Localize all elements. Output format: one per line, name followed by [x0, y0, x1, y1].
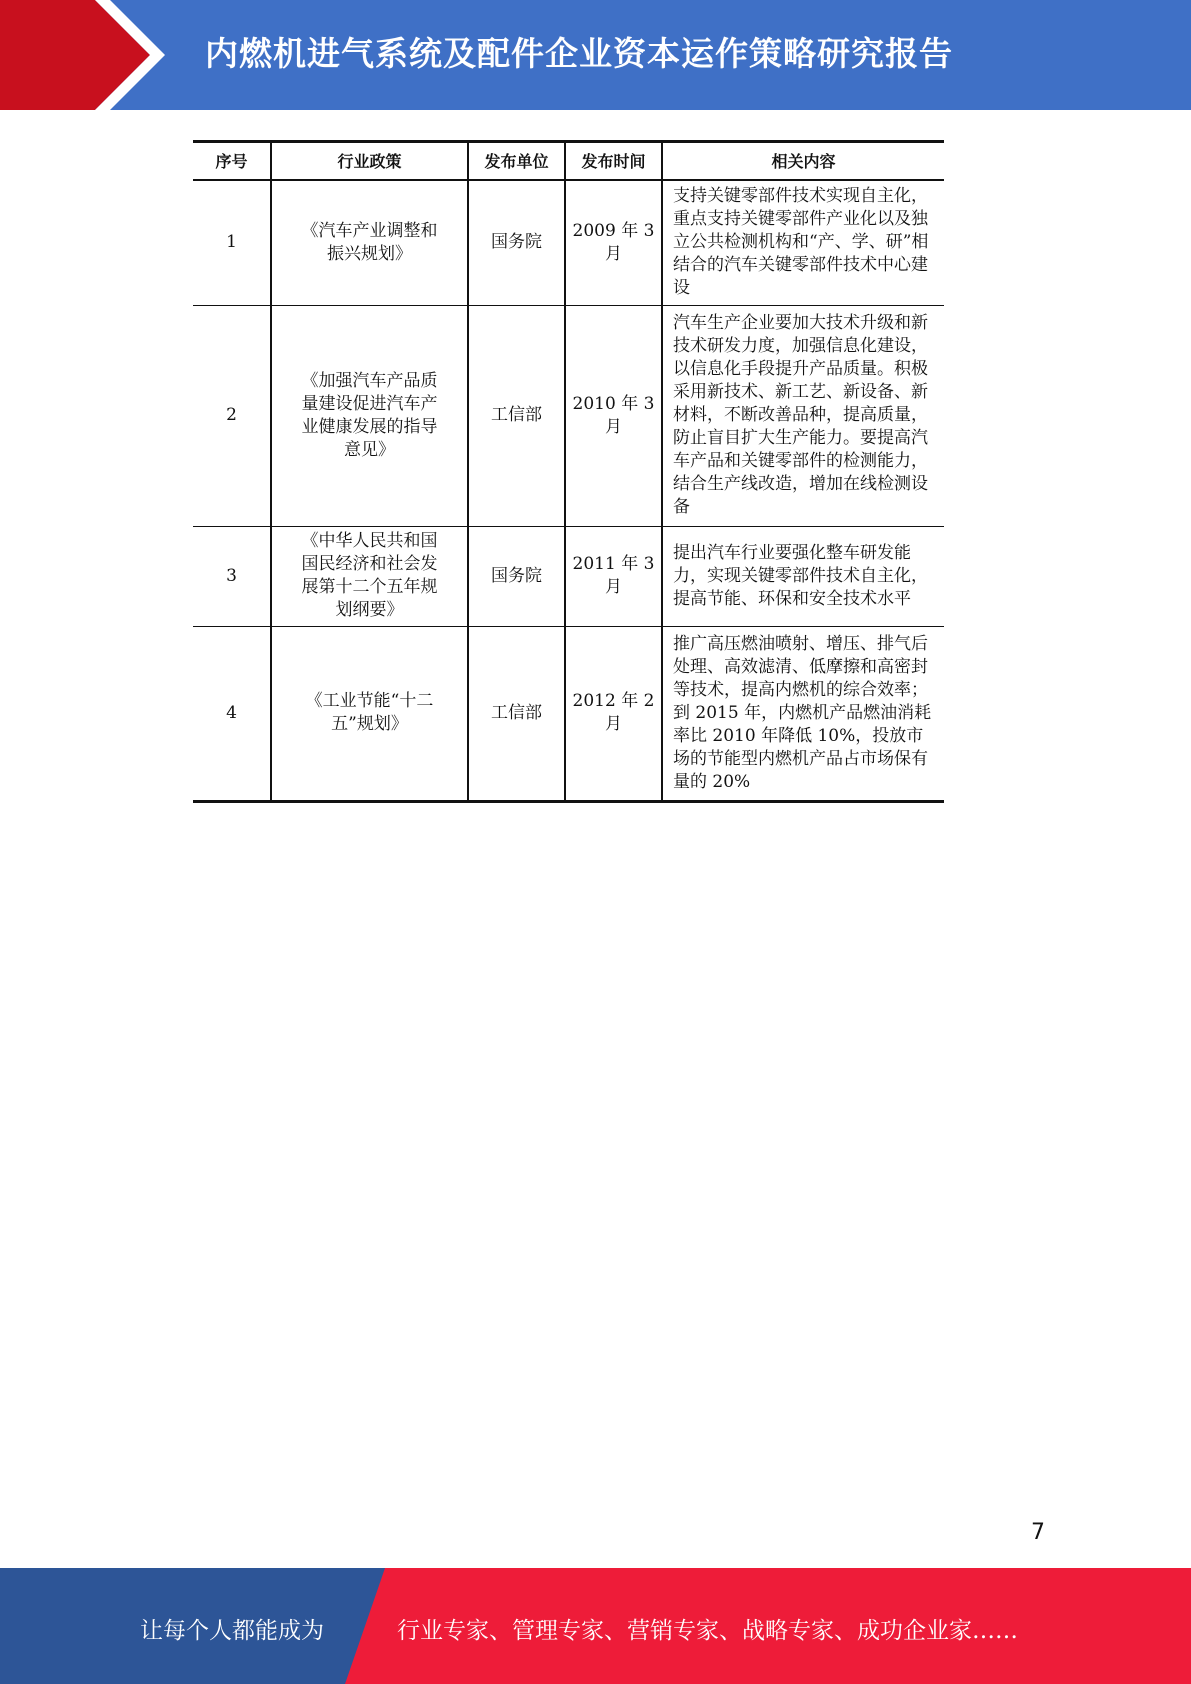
page-number: 7 [1031, 1520, 1045, 1545]
row-number: 2 [193, 305, 271, 526]
report-title: 内燃机进气系统及配件企业资本运作策略研究报告 [205, 34, 953, 73]
row-date: 2012 年 2 月 [565, 626, 662, 801]
row-unit: 国务院 [468, 526, 565, 626]
row-number: 1 [193, 180, 271, 305]
header-no: 序号 [193, 142, 271, 181]
page-header [0, 0, 1191, 110]
page-footer [0, 1568, 1191, 1684]
policy-table [193, 140, 944, 803]
row-content: 汽车生产企业要加大技术升级和新技术研发力度，加强信息化建设，以信息化手段提升产品质量。积极采用新技术、新工艺、新设备、新材料，不断改善品种，提高质量，防止盲目扩大生产能力。要提高汽车产品和关键零部件的检测能力，结合生产线改造，增加在线检测设备 [662, 305, 944, 526]
row-number: 4 [193, 626, 271, 801]
row-policy: 《汽车产业调整和振兴规划》 [271, 180, 468, 305]
row-number: 3 [193, 526, 271, 626]
row-content: 提出汽车行业要强化整车研发能力，实现关键零部件技术自主化，提高节能、环保和安全技术水平 [662, 526, 944, 626]
footer-slogan-right: 行业专家、管理专家、营销专家、战略专家、成功企业家…… [397, 1618, 1018, 1644]
table-header-row [193, 142, 944, 181]
table-row [193, 626, 944, 801]
row-date: 2011 年 3 月 [565, 526, 662, 626]
table-row [193, 305, 944, 526]
row-policy: 《加强汽车产品质量建设促进汽车产业健康发展的指导意见》 [271, 305, 468, 526]
row-date: 2010 年 3 月 [565, 305, 662, 526]
header-unit: 发布单位 [468, 142, 565, 181]
table-row [193, 180, 944, 305]
row-date: 2009 年 3 月 [565, 180, 662, 305]
row-policy: 《工业节能“十二五”规划》 [271, 626, 468, 801]
row-policy: 《中华人民共和国国民经济和社会发展第十二个五年规划纲要》 [271, 526, 468, 626]
row-unit: 工信部 [468, 305, 565, 526]
row-content: 支持关键零部件技术实现自主化，重点支持关键零部件产业化以及独立公共检测机构和“产、学、研”相结合的汽车关键零部件技术中心建设 [662, 180, 944, 305]
table-row [193, 526, 944, 626]
footer-slogan-left: 让每个人都能成为 [140, 1618, 324, 1644]
row-content: 推广高压燃油喷射、增压、排气后处理、高效滤清、低摩擦和高密封等技术，提高内燃机的综合效率；到 2015 年，内燃机产品燃油消耗率比 2010 年降低 10%，投放市场的节能型内燃机产品占市场保有量的 20% [662, 626, 944, 801]
row-unit: 国务院 [468, 180, 565, 305]
header-policy: 行业政策 [271, 142, 468, 181]
header-date: 发布时间 [565, 142, 662, 181]
header-content: 相关内容 [662, 142, 944, 181]
row-unit: 工信部 [468, 626, 565, 801]
